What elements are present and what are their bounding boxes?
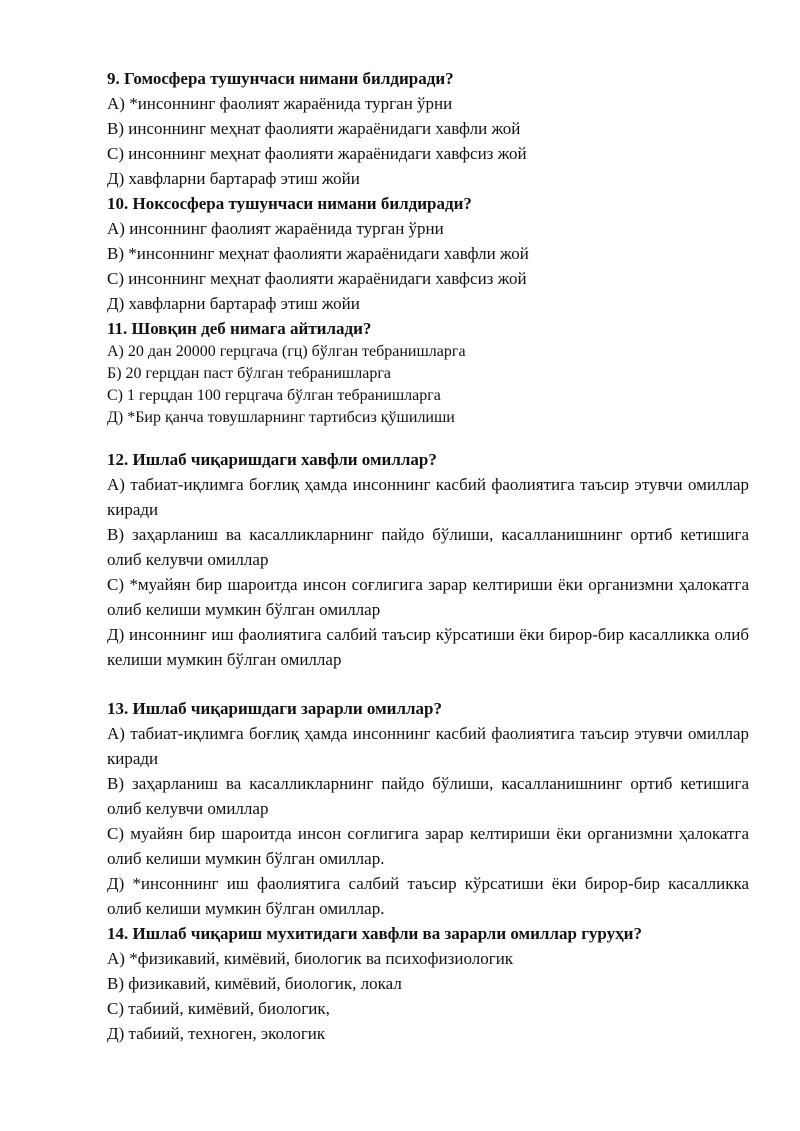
answer-option: Д) хавфларни бартараф этиш жойи	[107, 294, 360, 313]
answer-option: В) инсоннинг меҳнат фаолияти жараёнидаги хавфли жой	[107, 119, 521, 138]
answer-option: С) 1 герцдан 100 герцгача бўлган тебранишларга	[107, 387, 441, 404]
answer-option: А) 20 дан 20000 герцгача (гц) бўлган тебранишларга	[107, 343, 466, 360]
question-14	[107, 921, 749, 1046]
answer-option: Д) *Бир қанча товушларнинг тартибсиз қўшилиши	[107, 409, 455, 426]
question-title: 11. Шовқин деб нимага айтилади?	[107, 319, 372, 338]
question-title: 13. Ишлаб чиқаришдаги зарарли омиллар?	[107, 699, 442, 718]
question-10	[107, 191, 749, 316]
question-12	[107, 447, 749, 672]
answer-option: А) табиат-иқлимга боғлиқ ҳамда инсоннинг касбий фаолиятига таъсир этувчи омиллар киради	[107, 475, 749, 519]
answer-option: С) *муайян бир шароитда инсон соғлигига зарар келтириши ёки организмни ҳалокатга олиб келиши мумкин бўлган омиллар	[107, 575, 749, 619]
answer-option: С) табиий, кимёвий, биологик,	[107, 999, 330, 1018]
question-13	[107, 696, 749, 921]
answer-option: Д) табиий, техноген, экологик	[107, 1024, 326, 1043]
document-page	[107, 66, 749, 1046]
answer-option: В) *инсоннинг меҳнат фаолияти жараёнидаги хавфли жой	[107, 244, 529, 263]
answer-option: В) заҳарланиш ва касалликларнинг пайдо бўлиши, касалланишнинг ортиб кетишига олиб келувчи омиллар	[107, 525, 749, 569]
answer-option: А) *инсоннинг фаолият жараёнида турган ўрни	[107, 94, 453, 113]
answer-option: А) *физикавий, кимёвий, биологик ва психофизиологик	[107, 949, 514, 968]
answer-option: В) заҳарланиш ва касалликларнинг пайдо бўлиши, касалланишнинг ортиб кетишига олиб келувчи омиллар	[107, 774, 749, 818]
question-title: 9. Гомосфера тушунчаси нимани билдиради?	[107, 69, 454, 88]
answer-option: Д) хавфларни бартараф этиш жойи	[107, 169, 360, 188]
question-title: 14. Ишлаб чиқариш мухитидаги хавфли ва зарарли омиллар гуруҳи?	[107, 924, 642, 943]
question-title: 10. Ноксосфера тушунчаси нимани билдиради?	[107, 194, 472, 213]
spacer	[107, 429, 749, 447]
spacer	[107, 672, 749, 696]
answer-option: А) табиат-иқлимга боғлиқ ҳамда инсоннинг касбий фаолиятига таъсир этувчи омиллар киради	[107, 724, 749, 768]
answer-option: С) инсоннинг меҳнат фаолияти жараёнидаги хавфсиз жой	[107, 144, 527, 163]
answer-option: А) инсоннинг фаолият жараёнида турган ўрни	[107, 219, 444, 238]
question-11	[107, 316, 749, 429]
answer-option: С) инсоннинг меҳнат фаолияти жараёнидаги хавфсиз жой	[107, 269, 527, 288]
question-title: 12. Ишлаб чиқаришдаги хавфли омиллар?	[107, 450, 437, 469]
answer-option: Д) *инсоннинг иш фаолиятига салбий таъсир кўрсатиши ёки бирор-бир касалликка олиб келиши мумкин бўлган омиллар.	[107, 874, 749, 918]
answer-option: В) физикавий, кимёвий, биологик, локал	[107, 974, 402, 993]
question-9	[107, 66, 749, 191]
answer-option: С) муайян бир шароитда инсон соғлигига зарар келтириши ёки организмни ҳалокатга олиб келиши мумкин бўлган омиллар.	[107, 824, 749, 868]
answer-option: Д) инсоннинг иш фаолиятига салбий таъсир кўрсатиши ёки бирор-бир касалликка олиб келиши мумкин бўлган омиллар	[107, 625, 749, 669]
answer-option: Б) 20 герцдан паст бўлган тебранишларга	[107, 365, 391, 382]
